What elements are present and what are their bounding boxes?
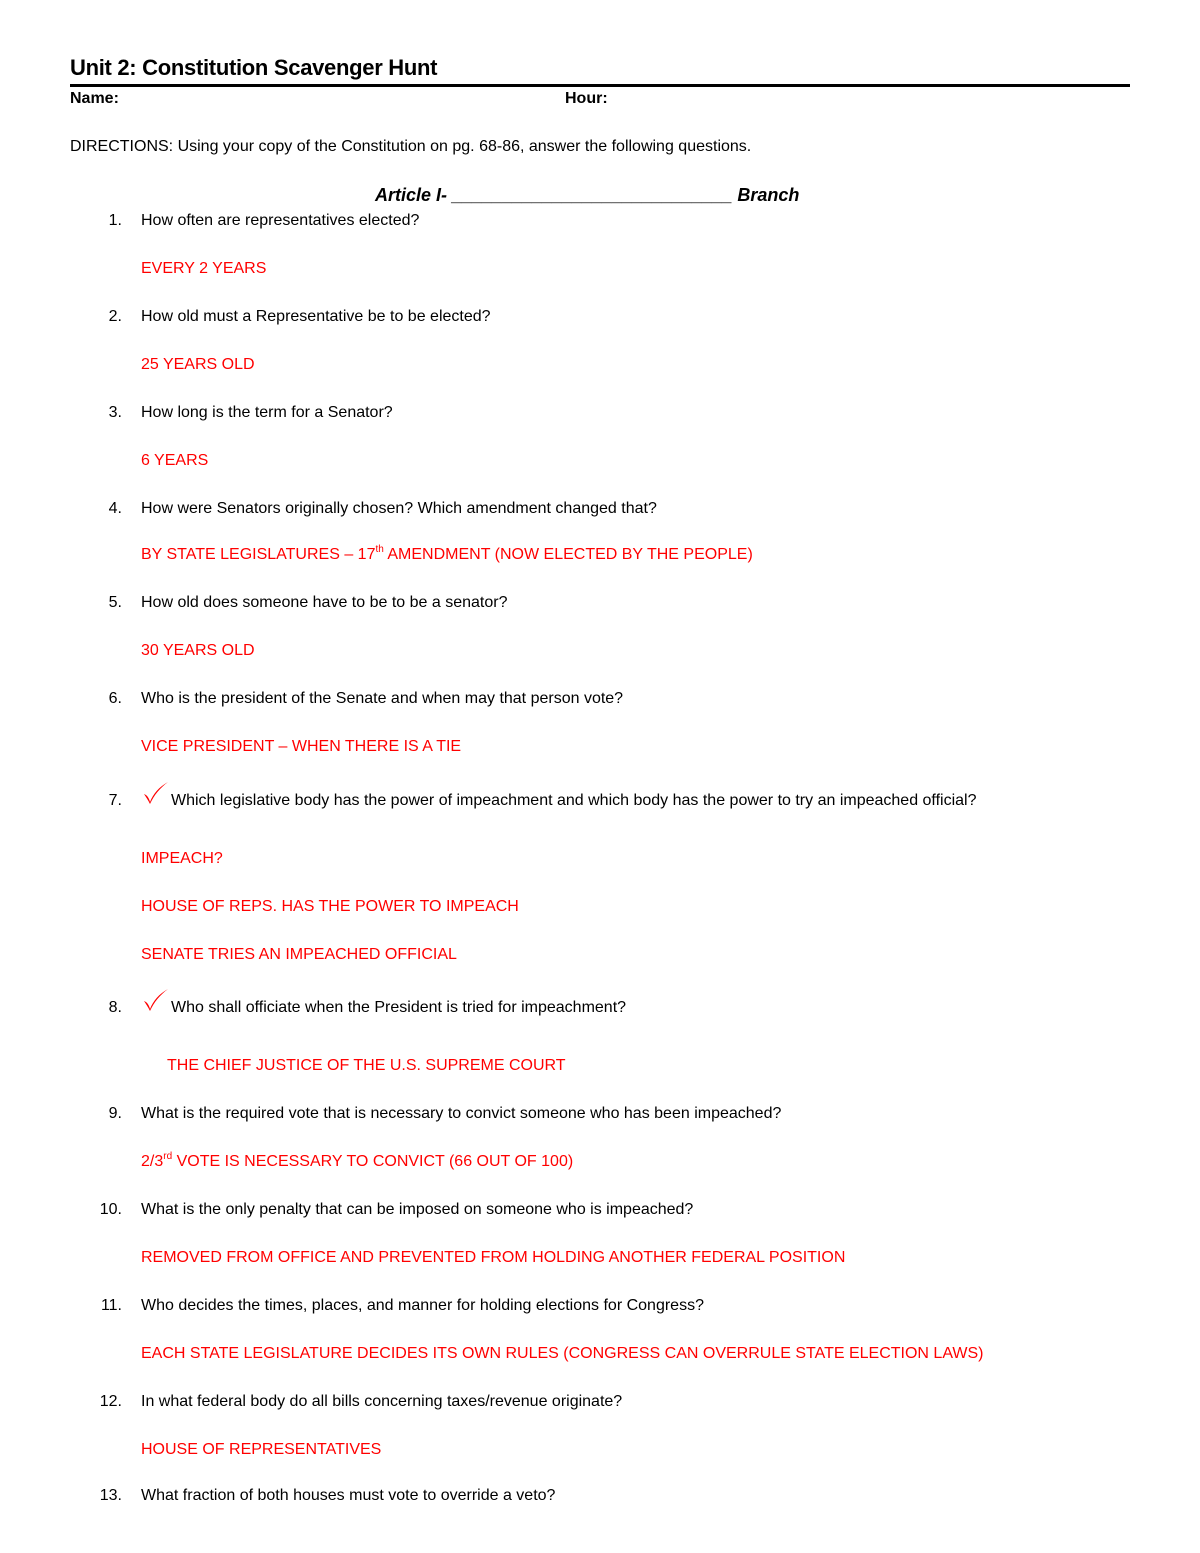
answer-text-part: 2/3	[141, 1153, 164, 1170]
question-text: How were Senators originally chosen? Which amendment changed that?	[141, 500, 657, 517]
answer-text: HOUSE OF REPRESENTATIVES	[141, 1441, 382, 1458]
question-number: 1.	[108, 212, 122, 229]
question-text: Who decides the times, places, and manner for holding elections for Congress?	[141, 1297, 704, 1314]
question-text: What fraction of both houses must vote to override a veto?	[141, 1487, 556, 1504]
article-heading: Article I- ____________________________ Branch	[375, 185, 800, 205]
question-number: 2.	[108, 308, 122, 325]
question-text: Who shall officiate when the President is tried for impeachment?	[171, 999, 627, 1016]
question-number: 12.	[99, 1393, 122, 1410]
question-number: 3.	[108, 404, 122, 421]
answer-text: REMOVED FROM OFFICE AND PREVENTED FROM HOLDING ANOTHER FEDERAL POSITION	[141, 1249, 846, 1266]
question-number: 10.	[99, 1201, 122, 1218]
question-text: Who is the president of the Senate and when may that person vote?	[141, 690, 624, 707]
name-label: Name:	[70, 90, 119, 107]
answer-text: 6 YEARS	[141, 452, 209, 469]
title-underline	[70, 84, 1130, 87]
answer-text: EVERY 2 YEARS	[141, 260, 267, 277]
question-text: In what federal body do all bills concerning taxes/revenue originate?	[141, 1393, 623, 1410]
answer-text: 30 YEARS OLD	[141, 642, 255, 659]
question-number: 9.	[108, 1105, 122, 1122]
answer-text-part: VOTE IS NECESSARY TO CONVICT (66 OUT OF 100)	[172, 1153, 574, 1170]
hour-label: Hour:	[565, 90, 608, 107]
answer-text: SENATE TRIES AN IMPEACHED OFFICIAL	[141, 946, 457, 963]
answer-text: HOUSE OF REPS. HAS THE POWER TO IMPEACH	[141, 898, 519, 915]
question-text: What is the only penalty that can be imposed on someone who is impeached?	[141, 1201, 694, 1218]
question-number: 11.	[100, 1297, 122, 1314]
answer-text	[141, 1150, 574, 1171]
question-text: How long is the term for a Senator?	[141, 404, 393, 421]
ordinal-suffix: rd	[163, 1150, 173, 1162]
question-number: 4.	[108, 500, 122, 517]
question-text: What is the required vote that is necessary to convict someone who has been impeached?	[141, 1105, 782, 1122]
question-text: Which legislative body has the power of impeachment and which body has the power to try an impeached official?	[171, 792, 977, 809]
question-number: 8.	[108, 999, 122, 1016]
ordinal-suffix: th	[375, 543, 384, 555]
answer-text: IMPEACH?	[141, 850, 223, 867]
question-number: 6.	[108, 690, 122, 707]
answer-text: EACH STATE LEGISLATURE DECIDES ITS OWN RULES (CONGRESS CAN OVERRULE STATE ELECTION LAWS)	[141, 1345, 984, 1362]
answer-text-part: BY STATE LEGISLATURES – 17	[141, 546, 376, 563]
checkmark-icon	[141, 780, 171, 806]
question-text: How old must a Representative be to be elected?	[141, 308, 491, 325]
directions-text: DIRECTIONS: Using your copy of the Constitution on pg. 68-86, answer the following questions.	[70, 138, 752, 155]
question-text: How often are representatives elected?	[141, 212, 420, 229]
answer-text-part: AMENDMENT (NOW ELECTED BY THE PEOPLE)	[383, 546, 753, 563]
question-text: How old does someone have to be to be a senator?	[141, 594, 508, 611]
answer-text: VICE PRESIDENT – WHEN THERE IS A TIE	[141, 738, 462, 755]
answer-text: THE CHIEF JUSTICE OF THE U.S. SUPREME COURT	[167, 1057, 566, 1074]
answer-text	[141, 543, 753, 564]
question-number: 5.	[108, 594, 122, 611]
question-number: 7.	[108, 792, 122, 809]
question-number: 13.	[99, 1487, 122, 1504]
answer-text: 25 YEARS OLD	[141, 356, 255, 373]
page-title: Unit 2: Constitution Scavenger Hunt	[70, 55, 438, 80]
checkmark-icon	[141, 987, 171, 1013]
